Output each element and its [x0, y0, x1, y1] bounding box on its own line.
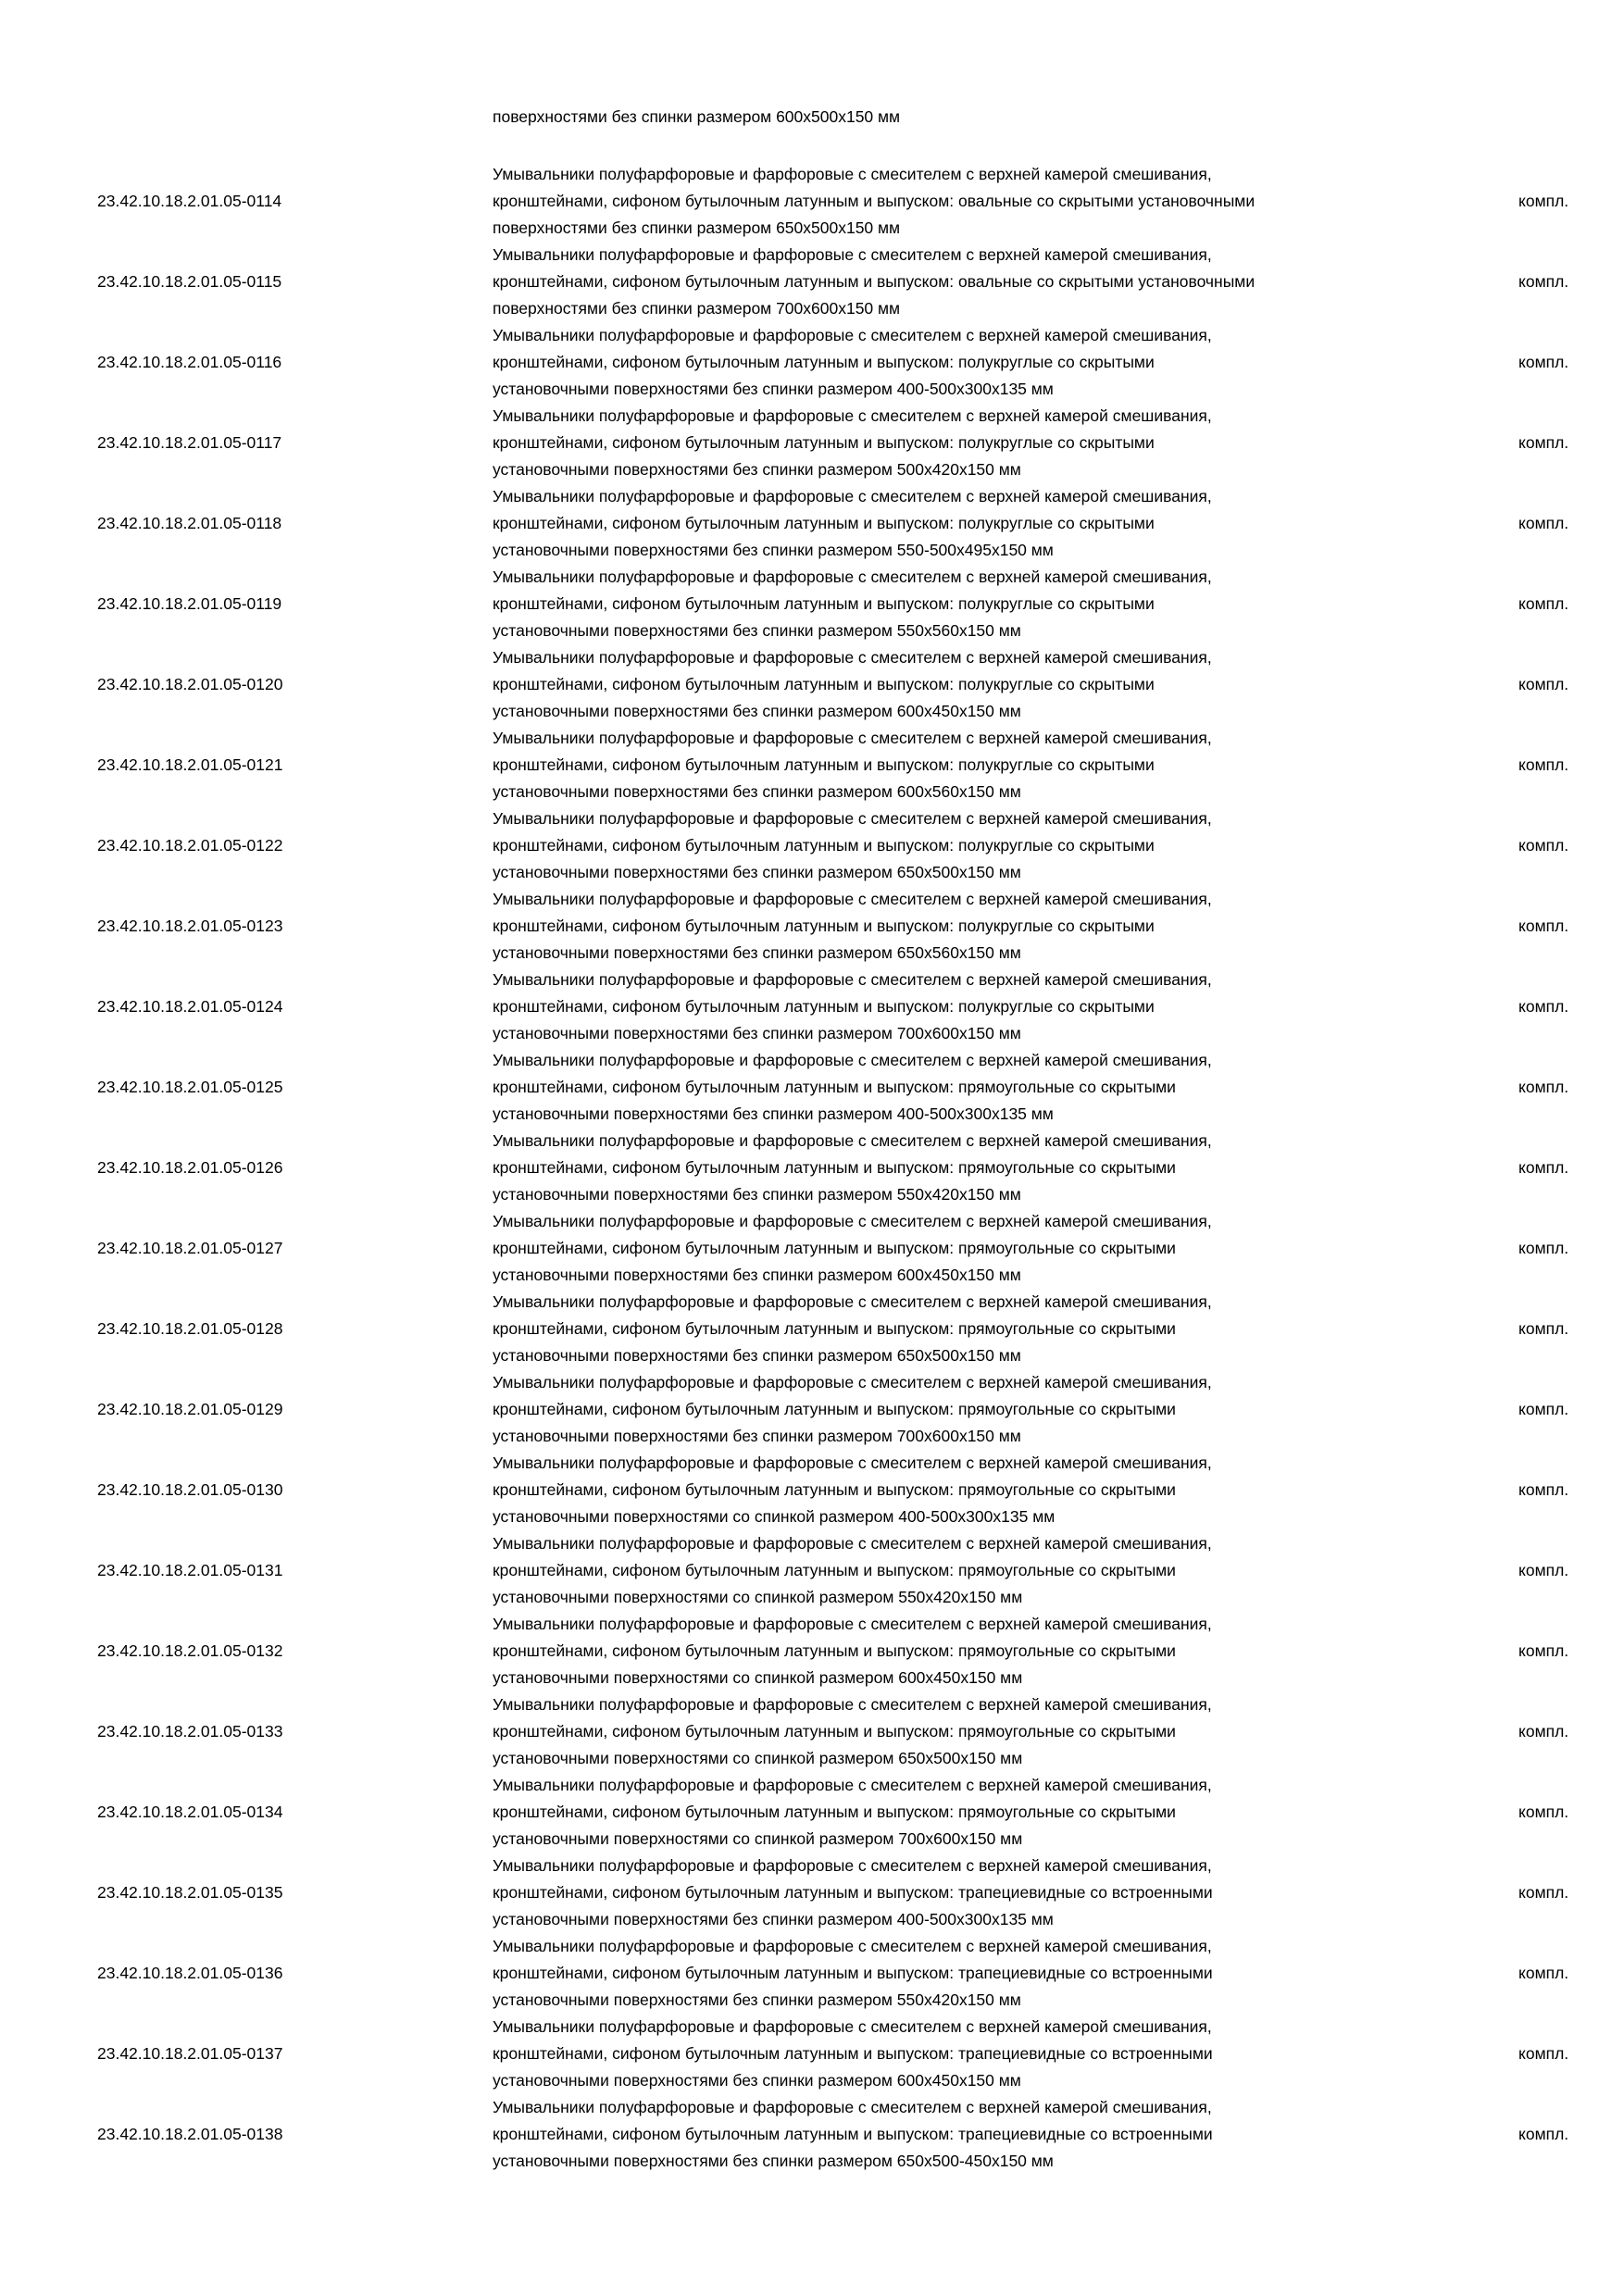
- unit-of-measure: компл.: [1518, 192, 1569, 210]
- description-line: Умывальники полуфарфоровые и фарфоровые с смесителем с верхней камерой смешивания,: [493, 2098, 1212, 2116]
- resource-description: [493, 886, 1465, 967]
- table-row: [0, 805, 1624, 886]
- table-row: [0, 1289, 1624, 1369]
- table-row: [0, 1530, 1624, 1611]
- description-line: кронштейнами, сифоном бутылочным латунным и выпуском: полукруглые со скрытыми: [493, 433, 1155, 452]
- description-line: Умывальники полуфарфоровые и фарфоровые с смесителем с верхней камерой смешивания,: [493, 1615, 1212, 1633]
- resource-code: 23.42.10.18.2.01.05-0115: [97, 272, 282, 291]
- resource-description: [493, 1128, 1465, 1208]
- unit-of-measure: компл.: [1518, 1239, 1569, 1257]
- resource-description: [493, 1691, 1465, 1772]
- description-line: установочными поверхностями без спинки размером 400-500х300х135 мм: [493, 1104, 1054, 1123]
- unit-of-measure: компл.: [1518, 1803, 1569, 1821]
- resource-description: [493, 403, 1465, 483]
- resource-description: [493, 2094, 1465, 2175]
- resource-code: 23.42.10.18.2.01.05-0130: [97, 1480, 283, 1499]
- description-line: Умывальники полуфарфоровые и фарфоровые с смесителем с верхней камерой смешивания,: [493, 326, 1212, 344]
- resource-code: 23.42.10.18.2.01.05-0117: [97, 433, 282, 452]
- description-line: кронштейнами, сифоном бутылочным латунным и выпуском: полукруглые со скрытыми: [493, 997, 1155, 1016]
- description-line: кронштейнами, сифоном бутылочным латунным и выпуском: овальные со скрытыми установочными: [493, 272, 1255, 291]
- description-line: установочными поверхностями без спинки размером 600х450х150 мм: [493, 702, 1021, 720]
- description-line: кронштейнами, сифоном бутылочным латунным и выпуском: полукруглые со скрытыми: [493, 514, 1155, 532]
- description-line: кронштейнами, сифоном бутылочным латунным и выпуском: трапециевидные со встроенными: [493, 1964, 1213, 1982]
- description-line: кронштейнами, сифоном бутылочным латунным и выпуском: полукруглые со скрытыми: [493, 917, 1155, 935]
- table-row: [0, 967, 1624, 1047]
- table-row: [0, 1853, 1624, 1933]
- resource-code: 23.42.10.18.2.01.05-0122: [97, 836, 283, 855]
- resource-description: [493, 967, 1465, 1047]
- table-row: [0, 1611, 1624, 1691]
- resource-code: 23.42.10.18.2.01.05-0131: [97, 1561, 283, 1579]
- description-line: кронштейнами, сифоном бутылочным латунным и выпуском: полукруглые со скрытыми: [493, 353, 1155, 371]
- resource-code: 23.42.10.18.2.01.05-0116: [97, 353, 282, 371]
- description-line: Умывальники полуфарфоровые и фарфоровые с смесителем с верхней камерой смешивания,: [493, 1695, 1212, 1714]
- description-line: установочными поверхностями без спинки размером 400-500х300х135 мм: [493, 1910, 1054, 1928]
- resource-description: [493, 1369, 1465, 1450]
- resource-code: 23.42.10.18.2.01.05-0123: [97, 917, 283, 935]
- unit-of-measure: компл.: [1518, 1964, 1569, 1982]
- description-line: установочными поверхностями без спинки размером 700х600х150 мм: [493, 1427, 1021, 1445]
- resource-description: [493, 1208, 1465, 1289]
- table-row: [0, 1691, 1624, 1772]
- unit-of-measure: компл.: [1518, 353, 1569, 371]
- resource-description: [493, 725, 1465, 805]
- table-row: [0, 2014, 1624, 2094]
- resource-description: [493, 1611, 1465, 1691]
- description-line: Умывальники полуфарфоровые и фарфоровые с смесителем с верхней камерой смешивания,: [493, 809, 1212, 828]
- table-row: [0, 1772, 1624, 1853]
- description-line: установочными поверхностями без спинки размером 550х420х150 мм: [493, 1185, 1021, 1204]
- resource-code: 23.42.10.18.2.01.05-0132: [97, 1641, 283, 1660]
- description-line: Умывальники полуфарфоровые и фарфоровые с смесителем с верхней камерой смешивания,: [493, 1856, 1212, 1875]
- resource-code: 23.42.10.18.2.01.05-0124: [97, 997, 283, 1016]
- resource-description: [493, 2014, 1465, 2094]
- table-row: [0, 1369, 1624, 1450]
- description-line: установочными поверхностями без спинки размером 600х560х150 мм: [493, 782, 1021, 801]
- unit-of-measure: компл.: [1518, 997, 1569, 1016]
- description-line: кронштейнами, сифоном бутылочным латунным и выпуском: трапециевидные со встроенными: [493, 2125, 1213, 2143]
- unit-of-measure: компл.: [1518, 2044, 1569, 2063]
- table-row: [0, 2094, 1624, 2175]
- resource-description: [493, 1772, 1465, 1853]
- resource-code: 23.42.10.18.2.01.05-0121: [97, 755, 283, 774]
- resource-code: 23.42.10.18.2.01.05-0128: [97, 1319, 283, 1338]
- description-line: установочными поверхностями со спинкой размером 700х600х150 мм: [493, 1829, 1023, 1848]
- description-line: Умывальники полуфарфоровые и фарфоровые с смесителем с верхней камерой смешивания,: [493, 1051, 1212, 1069]
- unit-of-measure: компл.: [1518, 836, 1569, 855]
- resource-code: 23.42.10.18.2.01.05-0135: [97, 1883, 283, 1902]
- table-row: [0, 322, 1624, 403]
- unit-of-measure: компл.: [1518, 594, 1569, 613]
- unit-of-measure: компл.: [1518, 1480, 1569, 1499]
- resource-code: 23.42.10.18.2.01.05-0114: [97, 192, 282, 210]
- description-line: установочными поверхностями со спинкой размером 600х450х150 мм: [493, 1668, 1023, 1687]
- description-line: Умывальники полуфарфоровые и фарфоровые с смесителем с верхней камерой смешивания,: [493, 1212, 1212, 1230]
- resource-code: 23.42.10.18.2.01.05-0125: [97, 1078, 283, 1096]
- resource-description: [493, 644, 1465, 725]
- description-line: кронштейнами, сифоном бутылочным латунным и выпуском: прямоугольные со скрытыми: [493, 1803, 1176, 1821]
- table-row: [0, 1933, 1624, 2014]
- description-line: кронштейнами, сифоном бутылочным латунным и выпуском: прямоугольные со скрытыми: [493, 1480, 1176, 1499]
- unit-of-measure: компл.: [1518, 1641, 1569, 1660]
- description-line: установочными поверхностями без спинки размером 650х500х150 мм: [493, 1346, 1021, 1365]
- description-line: Умывальники полуфарфоровые и фарфоровые с смесителем с верхней камерой смешивания,: [493, 1292, 1212, 1311]
- description-line: установочными поверхностями без спинки размером 700х600х150 мм: [493, 1024, 1021, 1042]
- description-line: Умывальники полуфарфоровые и фарфоровые с смесителем с верхней камерой смешивания,: [493, 487, 1212, 505]
- resource-code: 23.42.10.18.2.01.05-0120: [97, 675, 283, 693]
- unit-of-measure: компл.: [1518, 1722, 1569, 1741]
- description-line: поверхностями без спинки размером 700х600х150 мм: [493, 299, 901, 318]
- table-row: [0, 403, 1624, 483]
- resource-code: 23.42.10.18.2.01.05-0133: [97, 1722, 283, 1741]
- description-line: установочными поверхностями без спинки размером 500х420х150 мм: [493, 460, 1021, 479]
- resource-description: [493, 1047, 1465, 1128]
- description-line: Умывальники полуфарфоровые и фарфоровые с смесителем с верхней камерой смешивания,: [493, 648, 1212, 667]
- resource-code: 23.42.10.18.2.01.05-0134: [97, 1803, 283, 1821]
- table-row: [0, 483, 1624, 564]
- description-line: установочными поверхностями без спинки размером 550-500х495х150 мм: [493, 541, 1054, 559]
- description-line: Умывальники полуфарфоровые и фарфоровые с смесителем с верхней камерой смешивания,: [493, 1454, 1212, 1472]
- continuation-text: поверхностями без спинки размером 600х500х150 мм: [493, 107, 901, 126]
- description-line: Умывальники полуфарфоровые и фарфоровые с смесителем с верхней камерой смешивания,: [493, 729, 1212, 747]
- description-line: Умывальники полуфарфоровые и фарфоровые с смесителем с верхней камерой смешивания,: [493, 165, 1212, 183]
- unit-of-measure: компл.: [1518, 1158, 1569, 1177]
- description-line: установочными поверхностями со спинкой размером 550х420х150 мм: [493, 1588, 1023, 1606]
- description-line: Умывальники полуфарфоровые и фарфоровые с смесителем с верхней камерой смешивания,: [493, 406, 1212, 425]
- description-line: кронштейнами, сифоном бутылочным латунным и выпуском: полукруглые со скрытыми: [493, 755, 1155, 774]
- resource-description: [493, 1853, 1465, 1933]
- description-line: установочными поверхностями без спинки размером 550х420х150 мм: [493, 1990, 1021, 2009]
- description-line: кронштейнами, сифоном бутылочным латунным и выпуском: трапециевидные со встроенными: [493, 2044, 1213, 2063]
- resource-description: [493, 1289, 1465, 1369]
- table-row: [0, 242, 1624, 322]
- description-line: установочными поверхностями без спинки размером 600х450х150 мм: [493, 1266, 1021, 1284]
- resource-code: 23.42.10.18.2.01.05-0119: [97, 594, 282, 613]
- table-row: [0, 1450, 1624, 1530]
- description-line: Умывальники полуфарфоровые и фарфоровые с смесителем с верхней камерой смешивания,: [493, 1131, 1212, 1150]
- description-line: кронштейнами, сифоном бутылочным латунным и выпуском: прямоугольные со скрытыми: [493, 1239, 1176, 1257]
- table-row: [0, 644, 1624, 725]
- unit-of-measure: компл.: [1518, 917, 1569, 935]
- description-line: кронштейнами, сифоном бутылочным латунным и выпуском: полукруглые со скрытыми: [493, 594, 1155, 613]
- price-table: [0, 161, 1624, 2175]
- unit-of-measure: компл.: [1518, 1561, 1569, 1579]
- resource-description: [493, 805, 1465, 886]
- table-row: [0, 725, 1624, 805]
- description-line: Умывальники полуфарфоровые и фарфоровые с смесителем с верхней камерой смешивания,: [493, 245, 1212, 264]
- description-line: кронштейнами, сифоном бутылочным латунным и выпуском: трапециевидные со встроенными: [493, 1883, 1213, 1902]
- unit-of-measure: компл.: [1518, 755, 1569, 774]
- resource-code: 23.42.10.18.2.01.05-0138: [97, 2125, 283, 2143]
- unit-of-measure: компл.: [1518, 1078, 1569, 1096]
- description-line: кронштейнами, сифоном бутылочным латунным и выпуском: прямоугольные со скрытыми: [493, 1319, 1176, 1338]
- unit-of-measure: компл.: [1518, 2125, 1569, 2143]
- description-line: кронштейнами, сифоном бутылочным латунным и выпуском: полукруглые со скрытыми: [493, 836, 1155, 855]
- description-line: кронштейнами, сифоном бутылочным латунным и выпуском: полукруглые со скрытыми: [493, 675, 1155, 693]
- description-line: Умывальники полуфарфоровые и фарфоровые с смесителем с верхней камерой смешивания,: [493, 568, 1212, 586]
- unit-of-measure: компл.: [1518, 1319, 1569, 1338]
- unit-of-measure: компл.: [1518, 514, 1569, 532]
- unit-of-measure: компл.: [1518, 1883, 1569, 1902]
- description-line: установочными поверхностями без спинки размером 600х450х150 мм: [493, 2071, 1021, 2090]
- description-line: кронштейнами, сифоном бутылочным латунным и выпуском: прямоугольные со скрытыми: [493, 1561, 1176, 1579]
- description-line: кронштейнами, сифоном бутылочным латунным и выпуском: прямоугольные со скрытыми: [493, 1078, 1176, 1096]
- resource-description: [493, 242, 1465, 322]
- description-line: кронштейнами, сифоном бутылочным латунным и выпуском: прямоугольные со скрытыми: [493, 1722, 1176, 1741]
- description-line: Умывальники полуфарфоровые и фарфоровые с смесителем с верхней камерой смешивания,: [493, 890, 1212, 908]
- resource-description: [493, 1933, 1465, 2014]
- description-line: кронштейнами, сифоном бутылочным латунным и выпуском: овальные со скрытыми установочными: [493, 192, 1255, 210]
- description-line: Умывальники полуфарфоровые и фарфоровые с смесителем с верхней камерой смешивания,: [493, 2017, 1212, 2036]
- resource-code: 23.42.10.18.2.01.05-0126: [97, 1158, 283, 1177]
- description-line: установочными поверхностями без спинки размером 400-500х300х135 мм: [493, 380, 1054, 398]
- resource-description: [493, 483, 1465, 564]
- description-line: Умывальники полуфарфоровые и фарфоровые с смесителем с верхней камерой смешивания,: [493, 970, 1212, 989]
- unit-of-measure: компл.: [1518, 675, 1569, 693]
- resource-description: [493, 322, 1465, 403]
- description-line: кронштейнами, сифоном бутылочным латунным и выпуском: прямоугольные со скрытыми: [493, 1158, 1176, 1177]
- table-row: [0, 886, 1624, 967]
- description-line: кронштейнами, сифоном бутылочным латунным и выпуском: прямоугольные со скрытыми: [493, 1641, 1176, 1660]
- description-line: Умывальники полуфарфоровые и фарфоровые с смесителем с верхней камерой смешивания,: [493, 1534, 1212, 1553]
- resource-code: 23.42.10.18.2.01.05-0118: [97, 514, 282, 532]
- description-line: кронштейнами, сифоном бутылочным латунным и выпуском: прямоугольные со скрытыми: [493, 1400, 1176, 1418]
- description-line: установочными поверхностями без спинки размером 650х500х150 мм: [493, 863, 1021, 881]
- resource-code: 23.42.10.18.2.01.05-0137: [97, 2044, 283, 2063]
- description-line: Умывальники полуфарфоровые и фарфоровые с смесителем с верхней камерой смешивания,: [493, 1373, 1212, 1391]
- table-row: [0, 564, 1624, 644]
- table-row: [0, 1128, 1624, 1208]
- resource-code: 23.42.10.18.2.01.05-0136: [97, 1964, 283, 1982]
- description-line: Умывальники полуфарфоровые и фарфоровые с смесителем с верхней камерой смешивания,: [493, 1776, 1212, 1794]
- resource-code: 23.42.10.18.2.01.05-0129: [97, 1400, 283, 1418]
- description-line: Умывальники полуфарфоровые и фарфоровые с смесителем с верхней камерой смешивания,: [493, 1937, 1212, 1955]
- description-line: установочными поверхностями без спинки размером 650х500-450х150 мм: [493, 2152, 1054, 2170]
- resource-description: [493, 1530, 1465, 1611]
- resource-description: [493, 564, 1465, 644]
- table-row: [0, 1208, 1624, 1289]
- resource-description: [493, 1450, 1465, 1530]
- unit-of-measure: компл.: [1518, 433, 1569, 452]
- description-line: установочными поверхностями со спинкой размером 400-500х300х135 мм: [493, 1507, 1056, 1526]
- resource-code: 23.42.10.18.2.01.05-0127: [97, 1239, 283, 1257]
- description-line: установочными поверхностями без спинки размером 550х560х150 мм: [493, 621, 1021, 640]
- description-line: установочными поверхностями без спинки размером 650х560х150 мм: [493, 943, 1021, 962]
- table-row: [0, 161, 1624, 242]
- table-row: [0, 1047, 1624, 1128]
- description-line: поверхностями без спинки размером 650х500х150 мм: [493, 218, 901, 237]
- unit-of-measure: компл.: [1518, 272, 1569, 291]
- resource-description: [493, 161, 1465, 242]
- unit-of-measure: компл.: [1518, 1400, 1569, 1418]
- description-line: установочными поверхностями со спинкой размером 650х500х150 мм: [493, 1749, 1023, 1767]
